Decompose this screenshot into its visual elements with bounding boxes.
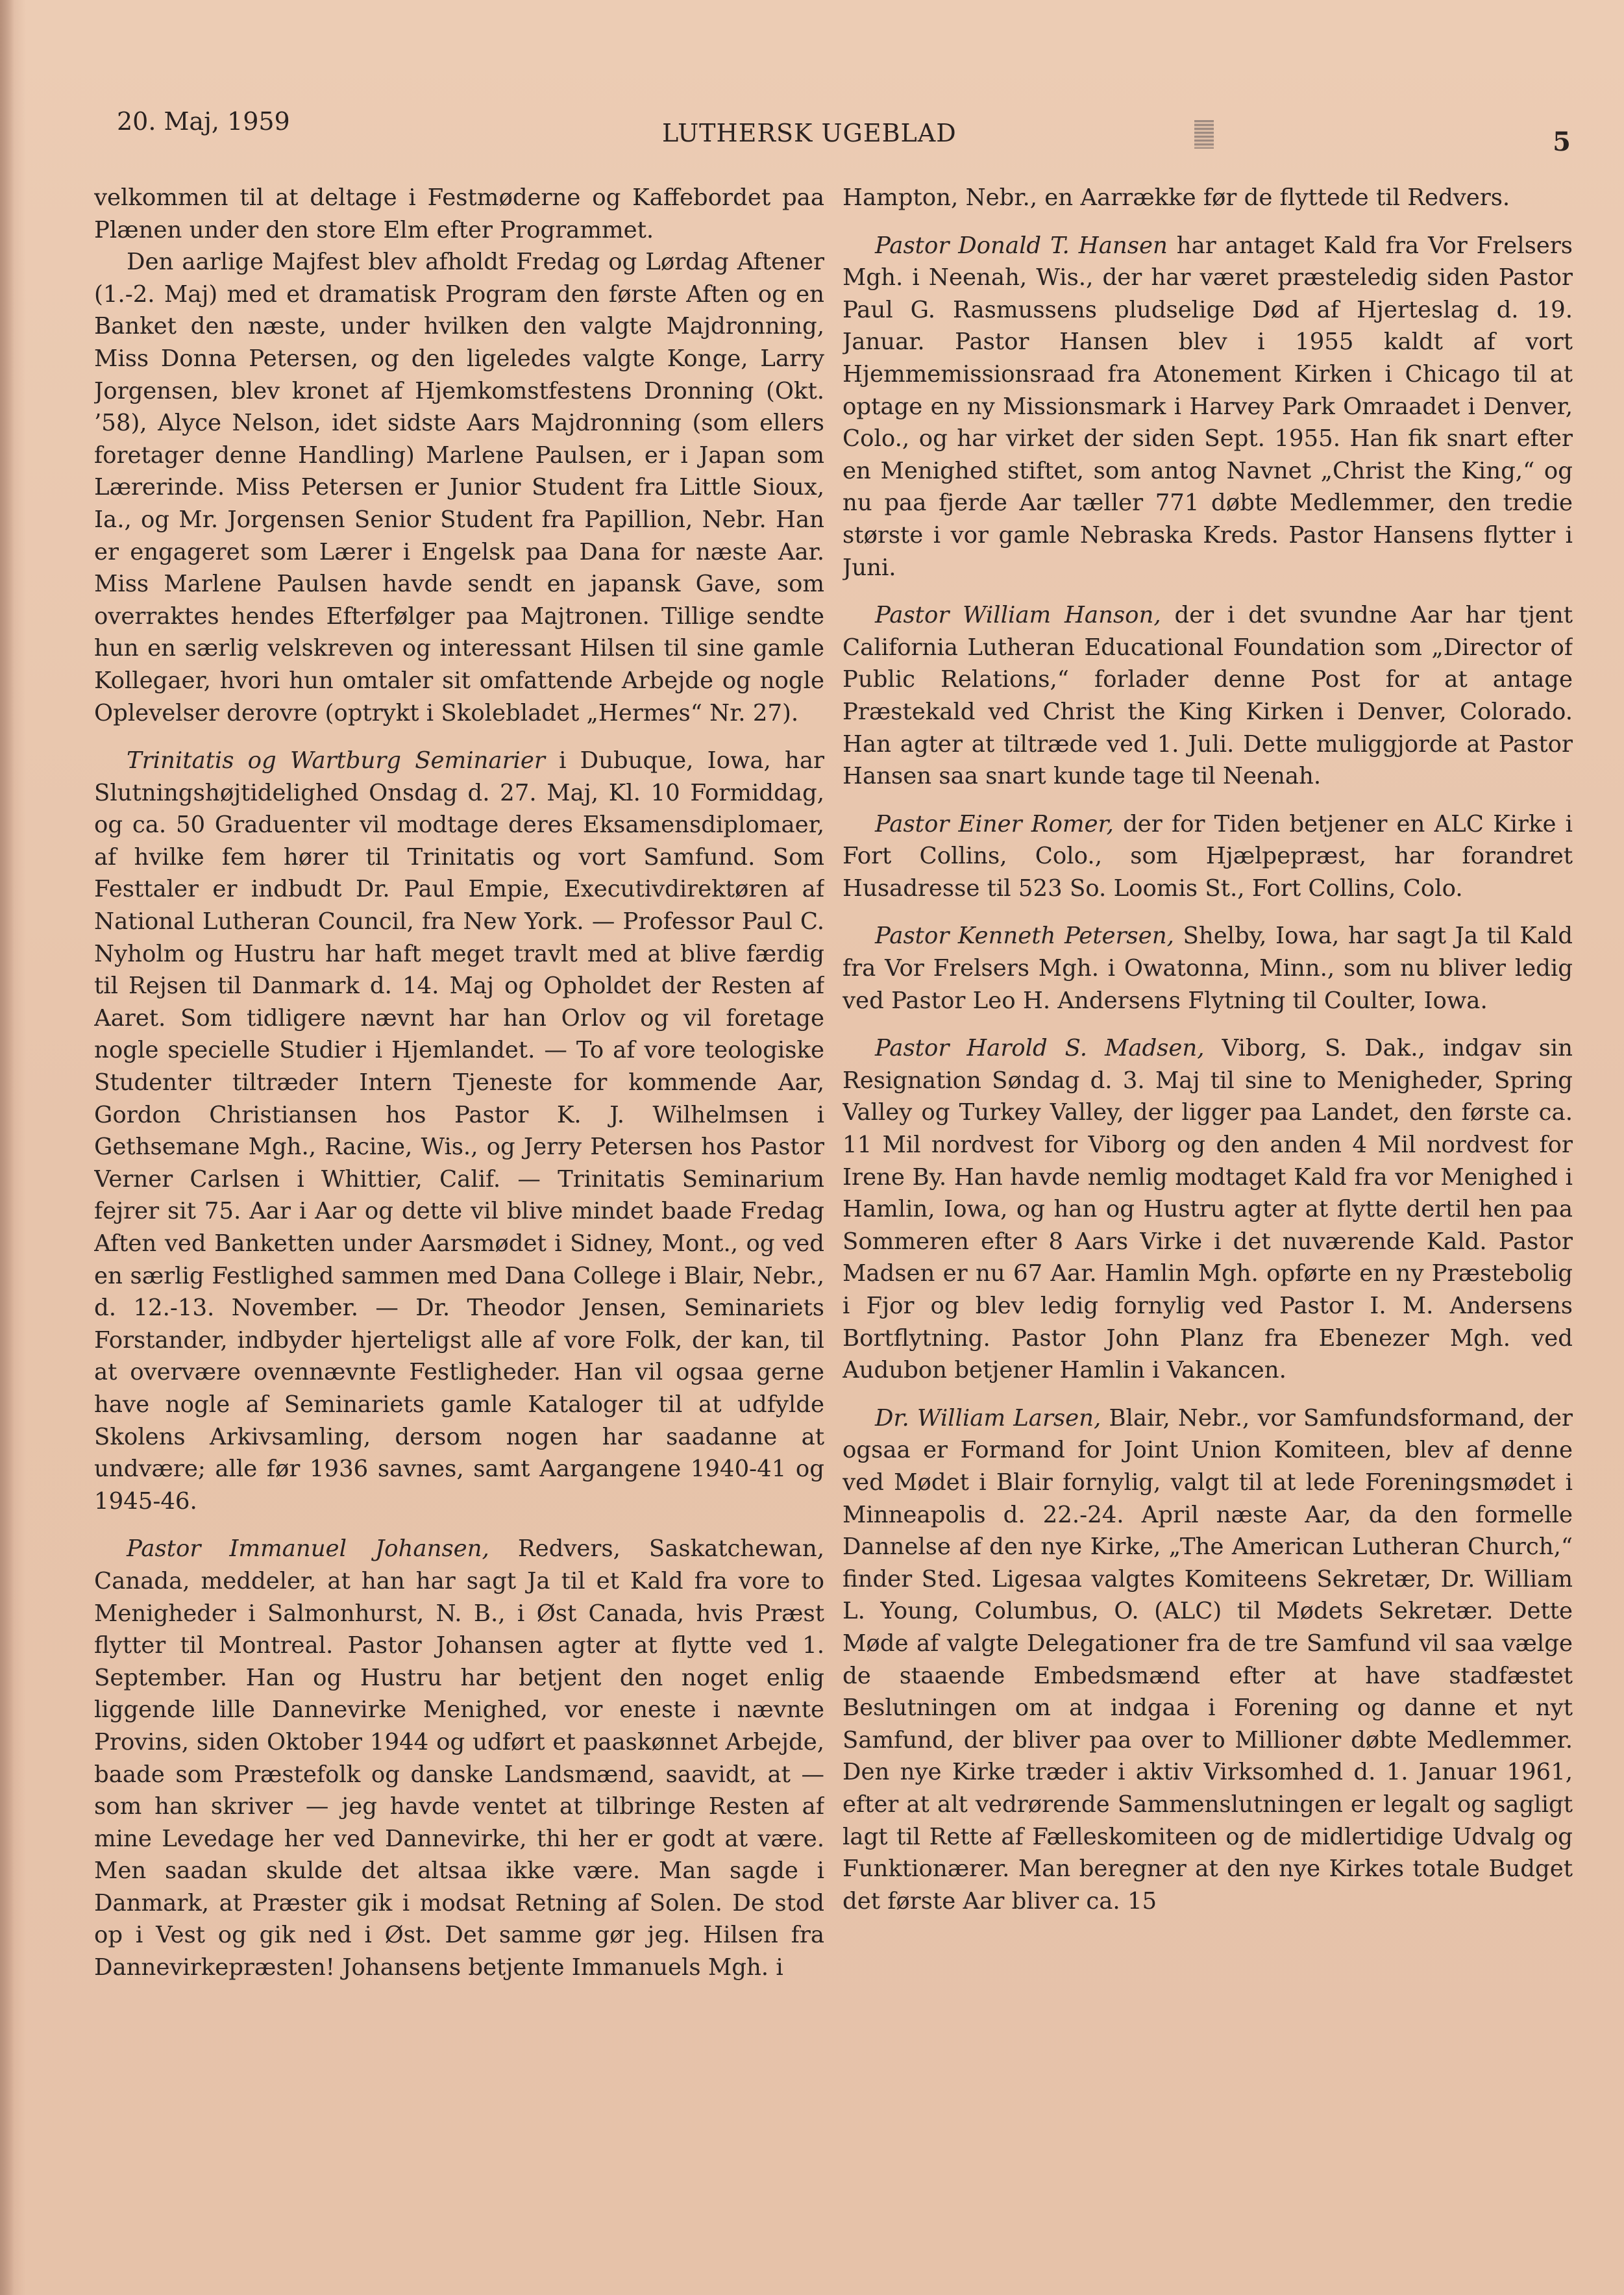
- paragraph: Den aarlige Majfest blev afholdt Fredag og Lørdag Aftener (1.-2. Maj) med et dramatisk Program den første Aften og en Banket den næste, under hvilken den valgte Majdronning, Miss Donna Petersen, og den ligeledes valgte Konge, Larry Jorgensen, blev kronet af Hjemkomstfestens Dronning (Okt. ’58), Alyce Nelson, idet sidste Aars Majdronning (som ellers foretager denne Handling) Marlene Paulsen, er i Japan som Lærerinde. Miss Petersen er Junior Student fra Little Sioux, Ia., og Mr. Jorgensen Senior Student fra Papillion, Nebr. Han er engageret som Lærer i Engelsk paa Dana for næste Aar. Miss Marlene Paulsen havde sendt en japansk Gave, som overraktes hendes Efterfølger paa Majtronen. Tillige sendte hun en særlig velskreven og interessant Hilsen til sine gamle Kollegaer, hvori hun omtaler sit omfattende Arbejde og nogle Oplevelser derovre (optrykt i Skolebladet „Hermes“ Nr. 27).: [94, 249, 824, 726]
- paragraph: Dr. William Larsen, Blair, Nebr., vor Samfundsformand, der ogsaa er Formand for Joint Union Komiteen, blev af denne ved Mødet i Blair fornylig, valgt til at lede Foreningsmødet i Minneapolis d. 22.-24. April næste Aar, da den formelle Dannelse af den nye Kirke, „The American Lutheran Church,“ finder Sted. Ligesaa valgtes Komiteens Sekretær, Dr. William L. Young, Columbus, O. (ALC) til Mødets Sekretær. Dette Møde af valgte Delegationer fra de tre Samfund vil saa vælge de staaende Embedsmænd efter at have stadfæstet Beslutningen om at indgaa i Forening og danne et nyt Samfund, der bliver paa over to Millioner døbte Medlemmer. Den nye Kirke træder i aktiv Virksomhed d. 1. Januar 1961, efter at alt vedrørende Sammenslutningen er legalt og sagligt lagt til Rette af Fælleskomiteen og de midlertidige Udvalg og Funktionærer. Man beregner at den nye Kirkes totale Budget det første Aar bliver ca. 15: [843, 1404, 1573, 1915]
- paragraph: Trinitatis og Wartburg Seminarier i Dubuque, Iowa, har Slutningshøjtidelighed Onsdag d. 27. Maj, Kl. 10 Formiddag, og ca. 50 Graduenter vil modtage deres Eksamensdiplomaer, af hvilke fem hører til Trinitatis og vort Samfund. Som Festtaler er indbudt Dr. Paul Empie, Executivdirektøren af National Lutheran Council, fra New York. — Professor Paul C. Nyholm og Hustru har haft meget travlt med at blive færdig til Rejsen til Danmark d. 14. Maj og Opholdet der Resten af Aaret. Som tidligere nævnt har han Orlov og vil foretage nogle specielle Studier i Hjemlandet. — To af vore teologiske Studenter tiltræder Intern Tjeneste for kommende Aar, Gordon Christiansen hos Pastor K. J. Wilhelmsen i Gethsemane Mgh., Racine, Wis., og Jerry Petersen hos Pastor Verner Carlsen i Whittier, Calif. — Trinitatis Seminarium fejrer sit 75. Aar i Aar og dette vil blive mindet baade Fredag Aften ved Banketten under Aarsmødet i Sidney, Mont., og ved en særlig Festlighed sammen med Dana College i Blair, Nebr., d. 12.-13. November. — Dr. Theodor Jensen, Seminariets Forstander, indbyder hjerteligst alle af vore Folk, der kan, til at overvære ovennævnte Festligheder. Han vil ogsaa gerne have nogle af Seminariets gamle Kataloger til at udfylde Skolens Arkivsamling, dersom nogen har saadanne at undvære; alle før 1936 savnes, samt Aargangene 1940-41 og 1945-46.: [94, 747, 824, 1515]
- issue-date: 20. Maj, 1959: [117, 107, 290, 136]
- paragraph: Pastor Einer Romer, der for Tiden betjener en ALC Kirke i Fort Collins, Colo., som Hjælpepræst, har forandret Husadresse til 523 So. Loomis St., Fort Collins, Colo.: [843, 810, 1573, 902]
- print-mark: [1194, 120, 1214, 149]
- paragraph: Pastor Immanuel Johansen, Redvers, Saskatchewan, Canada, meddeler, at han har sagt Ja til et Kald fra vore to Menigheder i Salmonhurst, N. B., i Øst Canada, hvis Præst flytter til Montreal. Pastor Johansen agter at flytte ved 1. September. Han og Hustru har betjent den noget enlig liggende lille Dannevirke Menighed, vor eneste i nævnte Provins, siden Oktober 1944 og udført et paaskønnet Arbejde, baade som Præstefolk og danske Landsmænd, saavidt, at — som han skriver — jeg havde ventet at tilbringe Resten af mine Levedage her ved Dannevirke, thi her er godt at være. Men saadan skulde det altsaa ikke være. Man sagde i Danmark, at Præster gik i modsat Retning af Solen. De stod op i Vest og gik ned i Øst. Det samme gør jeg. Hilsen fra Dannevirkepræsten! Johansens betjente Immanuels Mgh. i: [94, 1535, 824, 1981]
- paragraph: velkommen til at deltage i Festmøderne og Kaffebordet paa Plænen under den store Elm efter Programmet.: [94, 184, 824, 243]
- paragraph: Pastor Kenneth Petersen, Shelby, Iowa, har sagt Ja til Kald fra Vor Frelsers Mgh. i Owatonna, Minn., som nu bliver ledig ved Pastor Leo H. Andersens Flytning til Coulter, Iowa.: [843, 923, 1573, 1014]
- paragraph: Pastor Harold S. Madsen, Viborg, S. Dak., indgav sin Resignation Søndag d. 3. Maj til sine to Menigheder, Spring Valley og Turkey Valley, der ligger paa Landet, den første ca. 11 Mil nordvest for Viborg og den anden 4 Mil nordvest for Irene By. Han havde nemlig modtaget Kald fra vor Menighed i Hamlin, Iowa, og han og Hustru agter at flytte dertil hen paa Sommeren efter 8 Aars Virke i det nuværende Kald. Pastor Madsen er nu 67 Aar. Hamlin Mgh. opførte en ny Præstebolig i Fjor og blev ledig fornylig ved Pastor I. M. Andersens Bortflytning. Pastor John Planz fra Ebenezer Mgh. ved Audubon betjener Hamlin i Vakancen.: [843, 1035, 1573, 1384]
- paragraph: Pastor William Hanson, der i det svundne Aar har tjent California Lutheran Educational Foundation som „Director of Public Relations,“ forlader denne Post for at antage Præstekald ved Christ the King Kirken i Denver, Colorado. Han agter at tiltræde ved 1. Juli. Dette muliggjorde at Pastor Hansen saa snart kunde tage til Neenah.: [843, 602, 1573, 790]
- right-column: [843, 182, 1573, 2259]
- page-edge-shadow: [0, 0, 14, 2295]
- left-column: [94, 182, 824, 2259]
- publication-title: LUTHERSK UGEBLAD: [662, 119, 957, 147]
- page-number: 5: [1553, 127, 1571, 157]
- page-header: [117, 107, 1571, 157]
- paragraph: Pastor Donald T. Hansen har antaget Kald fra Vor Frelsers Mgh. i Neenah, Wis., der har været præsteledig siden Pastor Paul G. Rasmussens pludselige Død af Hjerteslag d. 19. Januar. Pastor Hansen blev i 1955 kaldt af vort Hjemmemissionsraad fra Atonement Kirken i Chicago til at optage en ny Missionsmark i Harvey Park Omraadet i Denver, Colo., og har virket der siden Sept. 1955. Han fik snart efter en Menighed stiftet, som antog Navnet „Christ the King,“ og nu paa fjerde Aar tæller 771 døbte Medlemmer, den tredie største i vor gamle Nebraska Kreds. Pastor Hansens flytter i Juni.: [843, 232, 1573, 581]
- paragraph: Hampton, Nebr., en Aarrække før de flyttede til Redvers.: [843, 184, 1510, 211]
